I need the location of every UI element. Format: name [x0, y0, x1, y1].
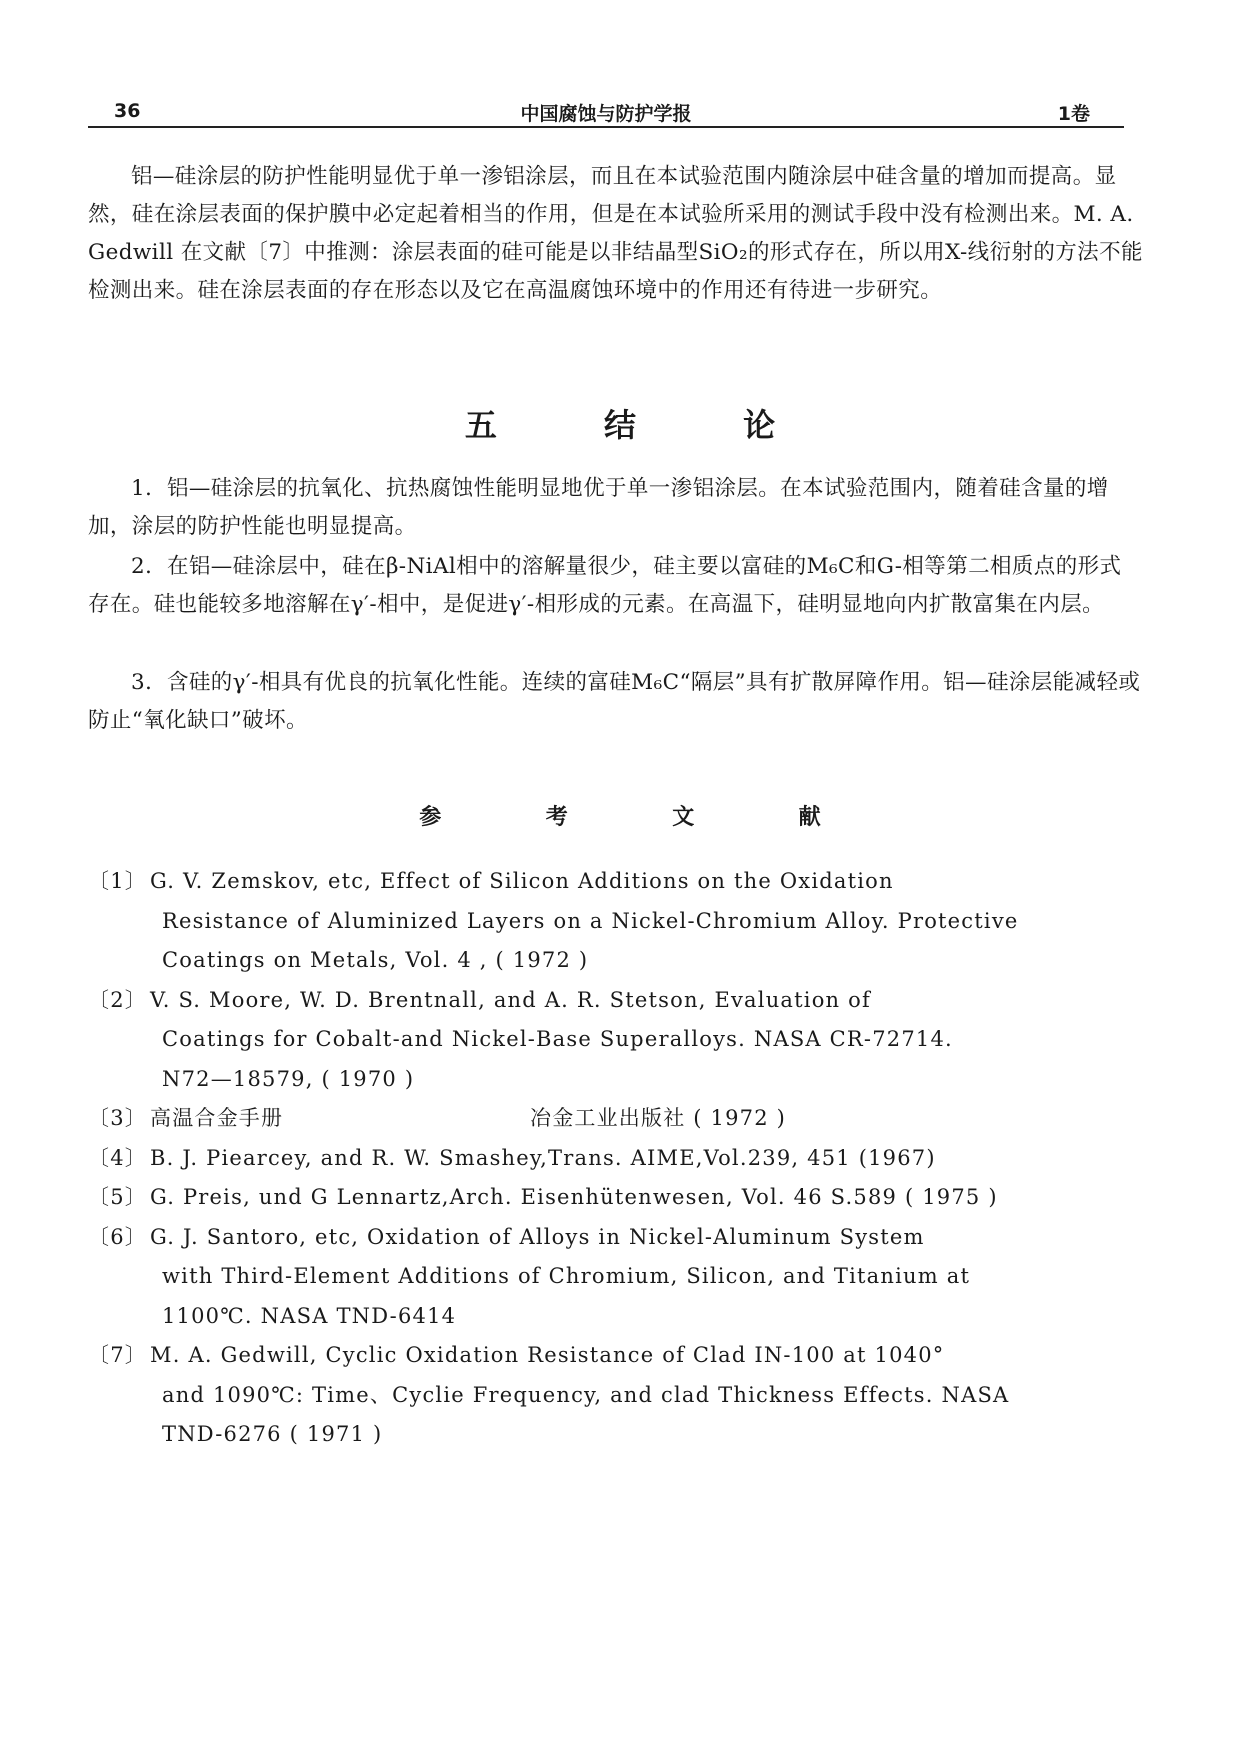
reference-line: N72—18579, ( 1970 ): [162, 1066, 415, 1091]
conclusion-3: 3．含硅的γ′-相具有优良的抗氧化性能。连续的富硅M₆C“隔层”具有扩散屏障作用。铝—硅涂层能减轻或防止“氧化缺口”破坏。: [88, 670, 1141, 733]
reference-number: 〔6〕: [88, 1224, 147, 1249]
reference-line: M. A. Gedwill, Cyclic Oxidation Resistance of Clad IN-100 at 1040°: [150, 1343, 945, 1367]
section-title: 五 结 论: [464, 406, 824, 444]
page-number: 36: [114, 100, 141, 122]
reference-line: Resistance of Aluminized Layers on a Nickel-Chromium Alloy. Protective: [162, 908, 1019, 933]
conclusion-2: 2．在铝—硅涂层中，硅在β-NiAl相中的溶解量很少，硅主要以富硅的M₆C和G-相等第二相质点的形式存在。硅也能较多地溶解在γ′-相中，是促进γ′-相形成的元素。在高温下，硅明显地向内扩散富集在内层。: [88, 554, 1122, 617]
reference-item-6: [88, 1218, 1148, 1337]
reference-number: 〔1〕: [88, 869, 147, 893]
volume-label: 1卷: [1057, 103, 1090, 125]
reference-number: 〔3〕: [88, 1106, 147, 1130]
conclusion-1: 1．铝—硅涂层的抗氧化、抗热腐蚀性能明显地优于单一渗铝涂层。在本试验范围内，随着硅含量的增加，涂层的防护性能也明显提高。: [88, 476, 1109, 539]
references-title: 参 考 文 献: [419, 805, 870, 830]
reference-line: G. J. Santoro, etc, Oxidation of Alloys in Nickel-Aluminum System: [150, 1224, 925, 1249]
reference-number: 〔2〕: [88, 987, 147, 1012]
intro-paragraph: 铝—硅涂层的防护性能明显优于单一渗铝涂层，而且在本试验范围内随涂层中硅含量的增加而提高。显然，硅在涂层表面的保护膜中必定起着相当的作用，但是在本试验所采用的测试手段中没有检测出来。M. A. Gedwill 在文献〔7〕中推测：涂层表面的硅可能是以非结晶型SiO₂的形式存在，所以用X-线衍射的方法不能检测出来。硅在涂层表面的存在形态以及它在高温腐蚀环境中的作用还有待进一步研究。: [88, 164, 1143, 303]
reference-number: 〔7〕: [88, 1343, 147, 1367]
reference-number: 〔5〕: [88, 1185, 147, 1209]
reference-line: V. S. Moore, W. D. Brentnall, and A. R. Stetson, Evaluation of: [150, 987, 871, 1012]
reference-item-4: [88, 1139, 1148, 1179]
reference-line: Coatings for Cobalt-and Nickel-Base Superalloys. NASA CR-72714.: [162, 1027, 953, 1051]
reference-list: [88, 862, 1148, 1455]
reference-line: 1100℃. NASA TND-6414: [162, 1303, 457, 1328]
reference-number: 〔4〕: [88, 1145, 147, 1170]
reference-item-2: [88, 981, 1148, 1100]
reference-item-7: [88, 1336, 1148, 1455]
reference-book: 高温合金手册: [150, 1106, 284, 1130]
reference-publisher: 冶金工业出版社 ( 1972 ): [530, 1106, 787, 1130]
journal-title: 中国腐蚀与防护学报: [520, 103, 692, 125]
reference-line: G. V. Zemskov, etc, Effect of Silicon Additions on the Oxidation: [150, 869, 894, 893]
reference-item-3: [88, 1099, 1148, 1139]
reference-line: with Third-Element Additions of Chromium, Silicon, and Titanium at: [162, 1264, 971, 1288]
reference-line: B. J. Piearcey, and R. W. Smashey,Trans. AIME,Vol.239, 451 (1967): [150, 1145, 936, 1170]
reference-line: and 1090℃: Time、Cyclie Frequency, and clad Thickness Effects. NASA: [162, 1382, 1010, 1407]
reference-line: G. Preis, und G Lennartz,Arch. Eisenhütenwesen, Vol. 46 S.589 ( 1975 ): [150, 1185, 998, 1209]
reference-item-5: [88, 1178, 1148, 1218]
running-header: [88, 96, 1124, 128]
reference-item-1: [88, 862, 1148, 981]
reference-line: TND-6276 ( 1971 ): [162, 1422, 383, 1446]
reference-line: Coatings on Metals, Vol. 4 , ( 1972 ): [162, 948, 589, 972]
